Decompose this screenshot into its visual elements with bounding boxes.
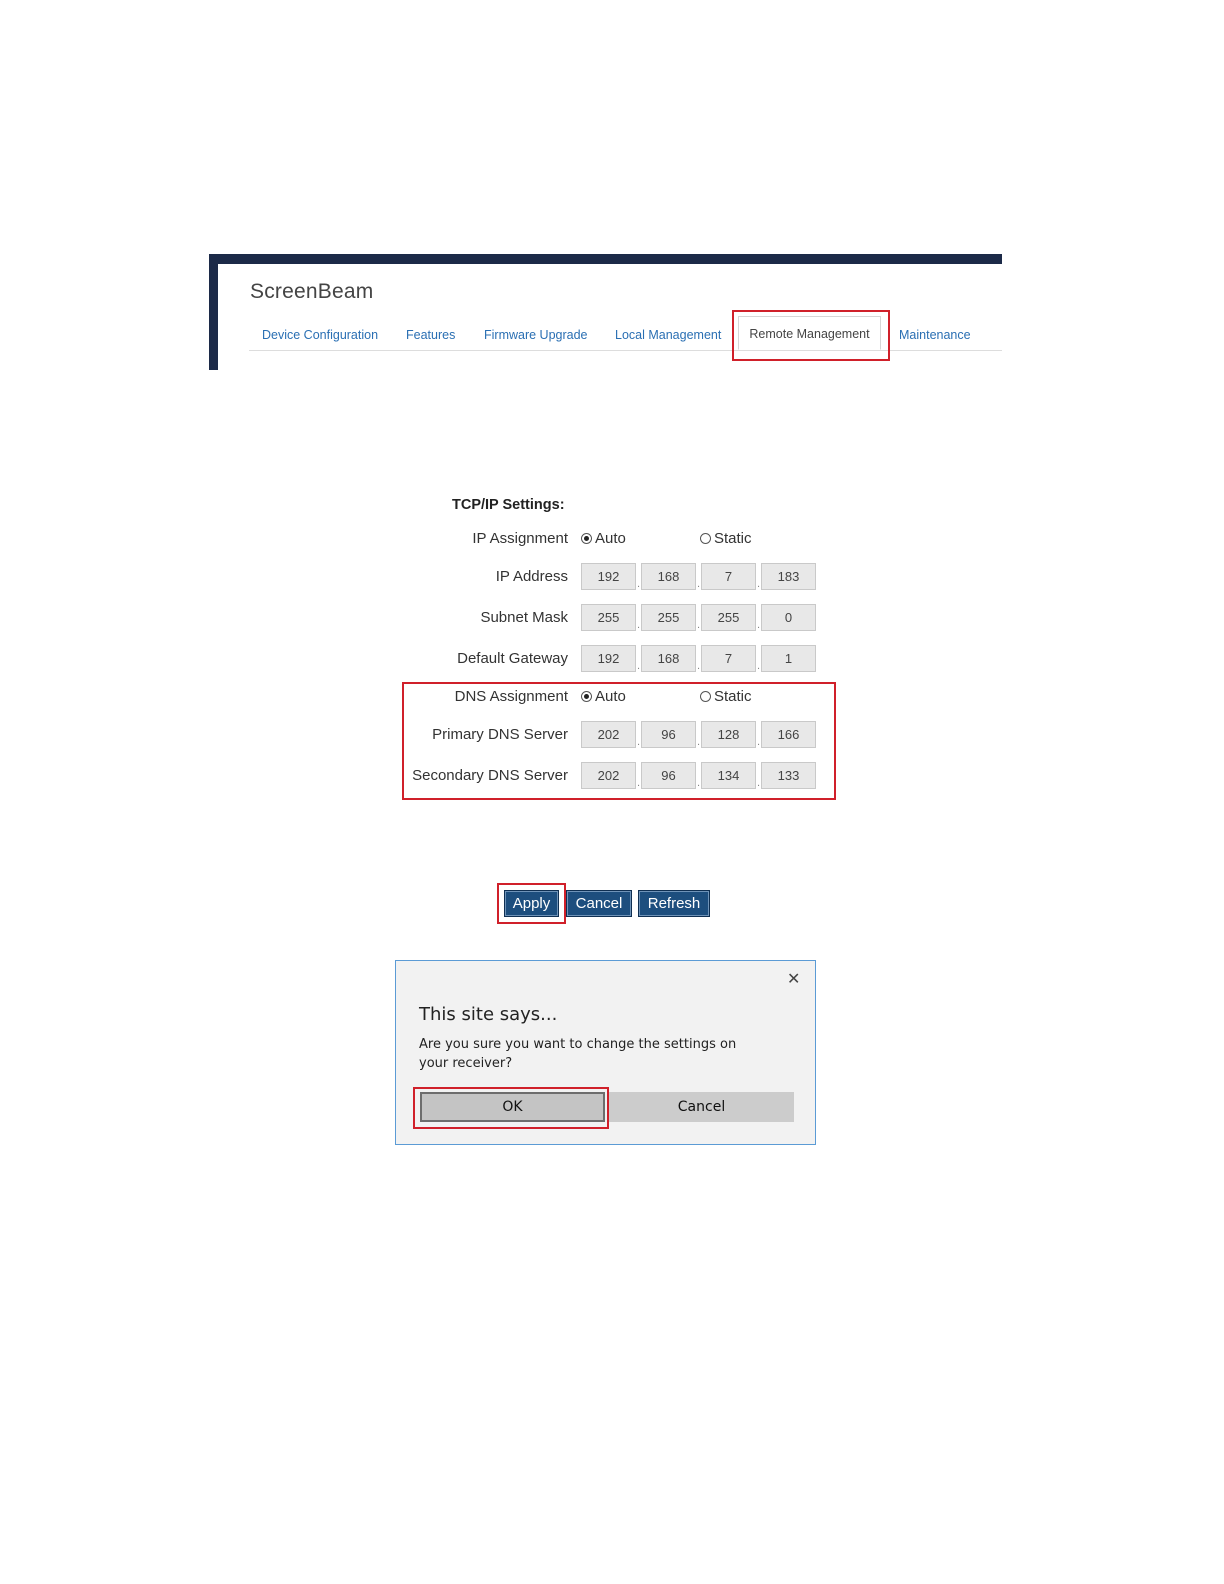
tab-firmware-upgrade[interactable]: Firmware Upgrade <box>484 328 588 342</box>
tab-local-management[interactable]: Local Management <box>615 328 722 342</box>
octet-separator: . <box>697 736 701 748</box>
gateway-octet-3[interactable] <box>701 645 756 672</box>
octet-separator: . <box>757 578 761 590</box>
refresh-button[interactable]: Refresh <box>638 890 710 917</box>
octet-separator: . <box>757 736 761 748</box>
dialog-ok-button[interactable]: OK <box>420 1092 605 1122</box>
tab-device-configuration[interactable]: Device Configuration <box>262 328 379 342</box>
brand-title: ScreenBeam <box>250 280 374 303</box>
apply-button[interactable]: Apply <box>504 890 559 917</box>
ip-address-label: IP Address <box>495 568 568 585</box>
octet-separator: . <box>757 660 761 672</box>
radio-label: Auto <box>595 688 626 705</box>
gateway-octet-4[interactable] <box>761 645 816 672</box>
octet-separator: . <box>697 660 701 672</box>
octet-separator: . <box>637 660 641 672</box>
highlight-dns-section <box>402 682 836 800</box>
subnet-mask-label: Subnet Mask <box>480 609 568 626</box>
dialog-title: This site says... <box>419 1004 558 1025</box>
default-gateway-label: Default Gateway <box>457 650 568 667</box>
radio-label: Static <box>714 530 752 547</box>
radio-selected-icon <box>581 533 592 544</box>
ip-assignment-label: IP Assignment <box>472 530 568 547</box>
ip-address-octet-1[interactable] <box>581 563 636 590</box>
radio-label: Auto <box>595 530 626 547</box>
dns-assignment-label: DNS Assignment <box>454 688 568 705</box>
gateway-octet-2[interactable] <box>641 645 696 672</box>
gateway-octet-1[interactable] <box>581 645 636 672</box>
subnet-mask-octet-3[interactable] <box>701 604 756 631</box>
ip-address-octet-2[interactable] <box>641 563 696 590</box>
subnet-mask-octet-1[interactable] <box>581 604 636 631</box>
tab-maintenance[interactable]: Maintenance <box>899 328 971 342</box>
radio-label: Static <box>714 688 752 705</box>
highlight-remote-management <box>732 310 890 361</box>
octet-separator: . <box>697 777 701 789</box>
octet-separator: . <box>697 619 701 631</box>
octet-separator: . <box>637 619 641 631</box>
octet-separator: . <box>757 777 761 789</box>
secondary-dns-label: Secondary DNS Server <box>412 767 568 784</box>
ip-address-octet-4[interactable] <box>761 563 816 590</box>
tcpip-settings-title: TCP/IP Settings: <box>452 497 565 513</box>
header-top-bar <box>209 254 1002 264</box>
octet-separator: . <box>637 736 641 748</box>
ip-assignment-auto-radio[interactable] <box>581 530 626 547</box>
ip-assignment-static-radio[interactable] <box>700 530 752 547</box>
subnet-mask-octet-2[interactable] <box>641 604 696 631</box>
octet-separator: . <box>637 777 641 789</box>
octet-separator: . <box>697 578 701 590</box>
dialog-cancel-button[interactable]: Cancel <box>609 1092 794 1122</box>
primary-dns-label: Primary DNS Server <box>432 726 568 743</box>
cancel-button[interactable]: Cancel <box>566 890 632 917</box>
dialog-message: Are you sure you want to change the settings on your receiver? <box>419 1037 737 1071</box>
octet-separator: . <box>757 619 761 631</box>
octet-separator: . <box>637 578 641 590</box>
subnet-mask-octet-4[interactable] <box>761 604 816 631</box>
highlight-apply-button <box>497 883 566 924</box>
ip-address-octet-3[interactable] <box>701 563 756 590</box>
header-left-bar <box>209 254 218 370</box>
radio-unselected-icon <box>700 533 711 544</box>
tab-features[interactable]: Features <box>406 328 456 342</box>
close-icon[interactable]: ✕ <box>787 971 801 988</box>
highlight-ok-button <box>413 1087 609 1129</box>
tab-remote-management[interactable]: Remote Management <box>738 316 881 350</box>
